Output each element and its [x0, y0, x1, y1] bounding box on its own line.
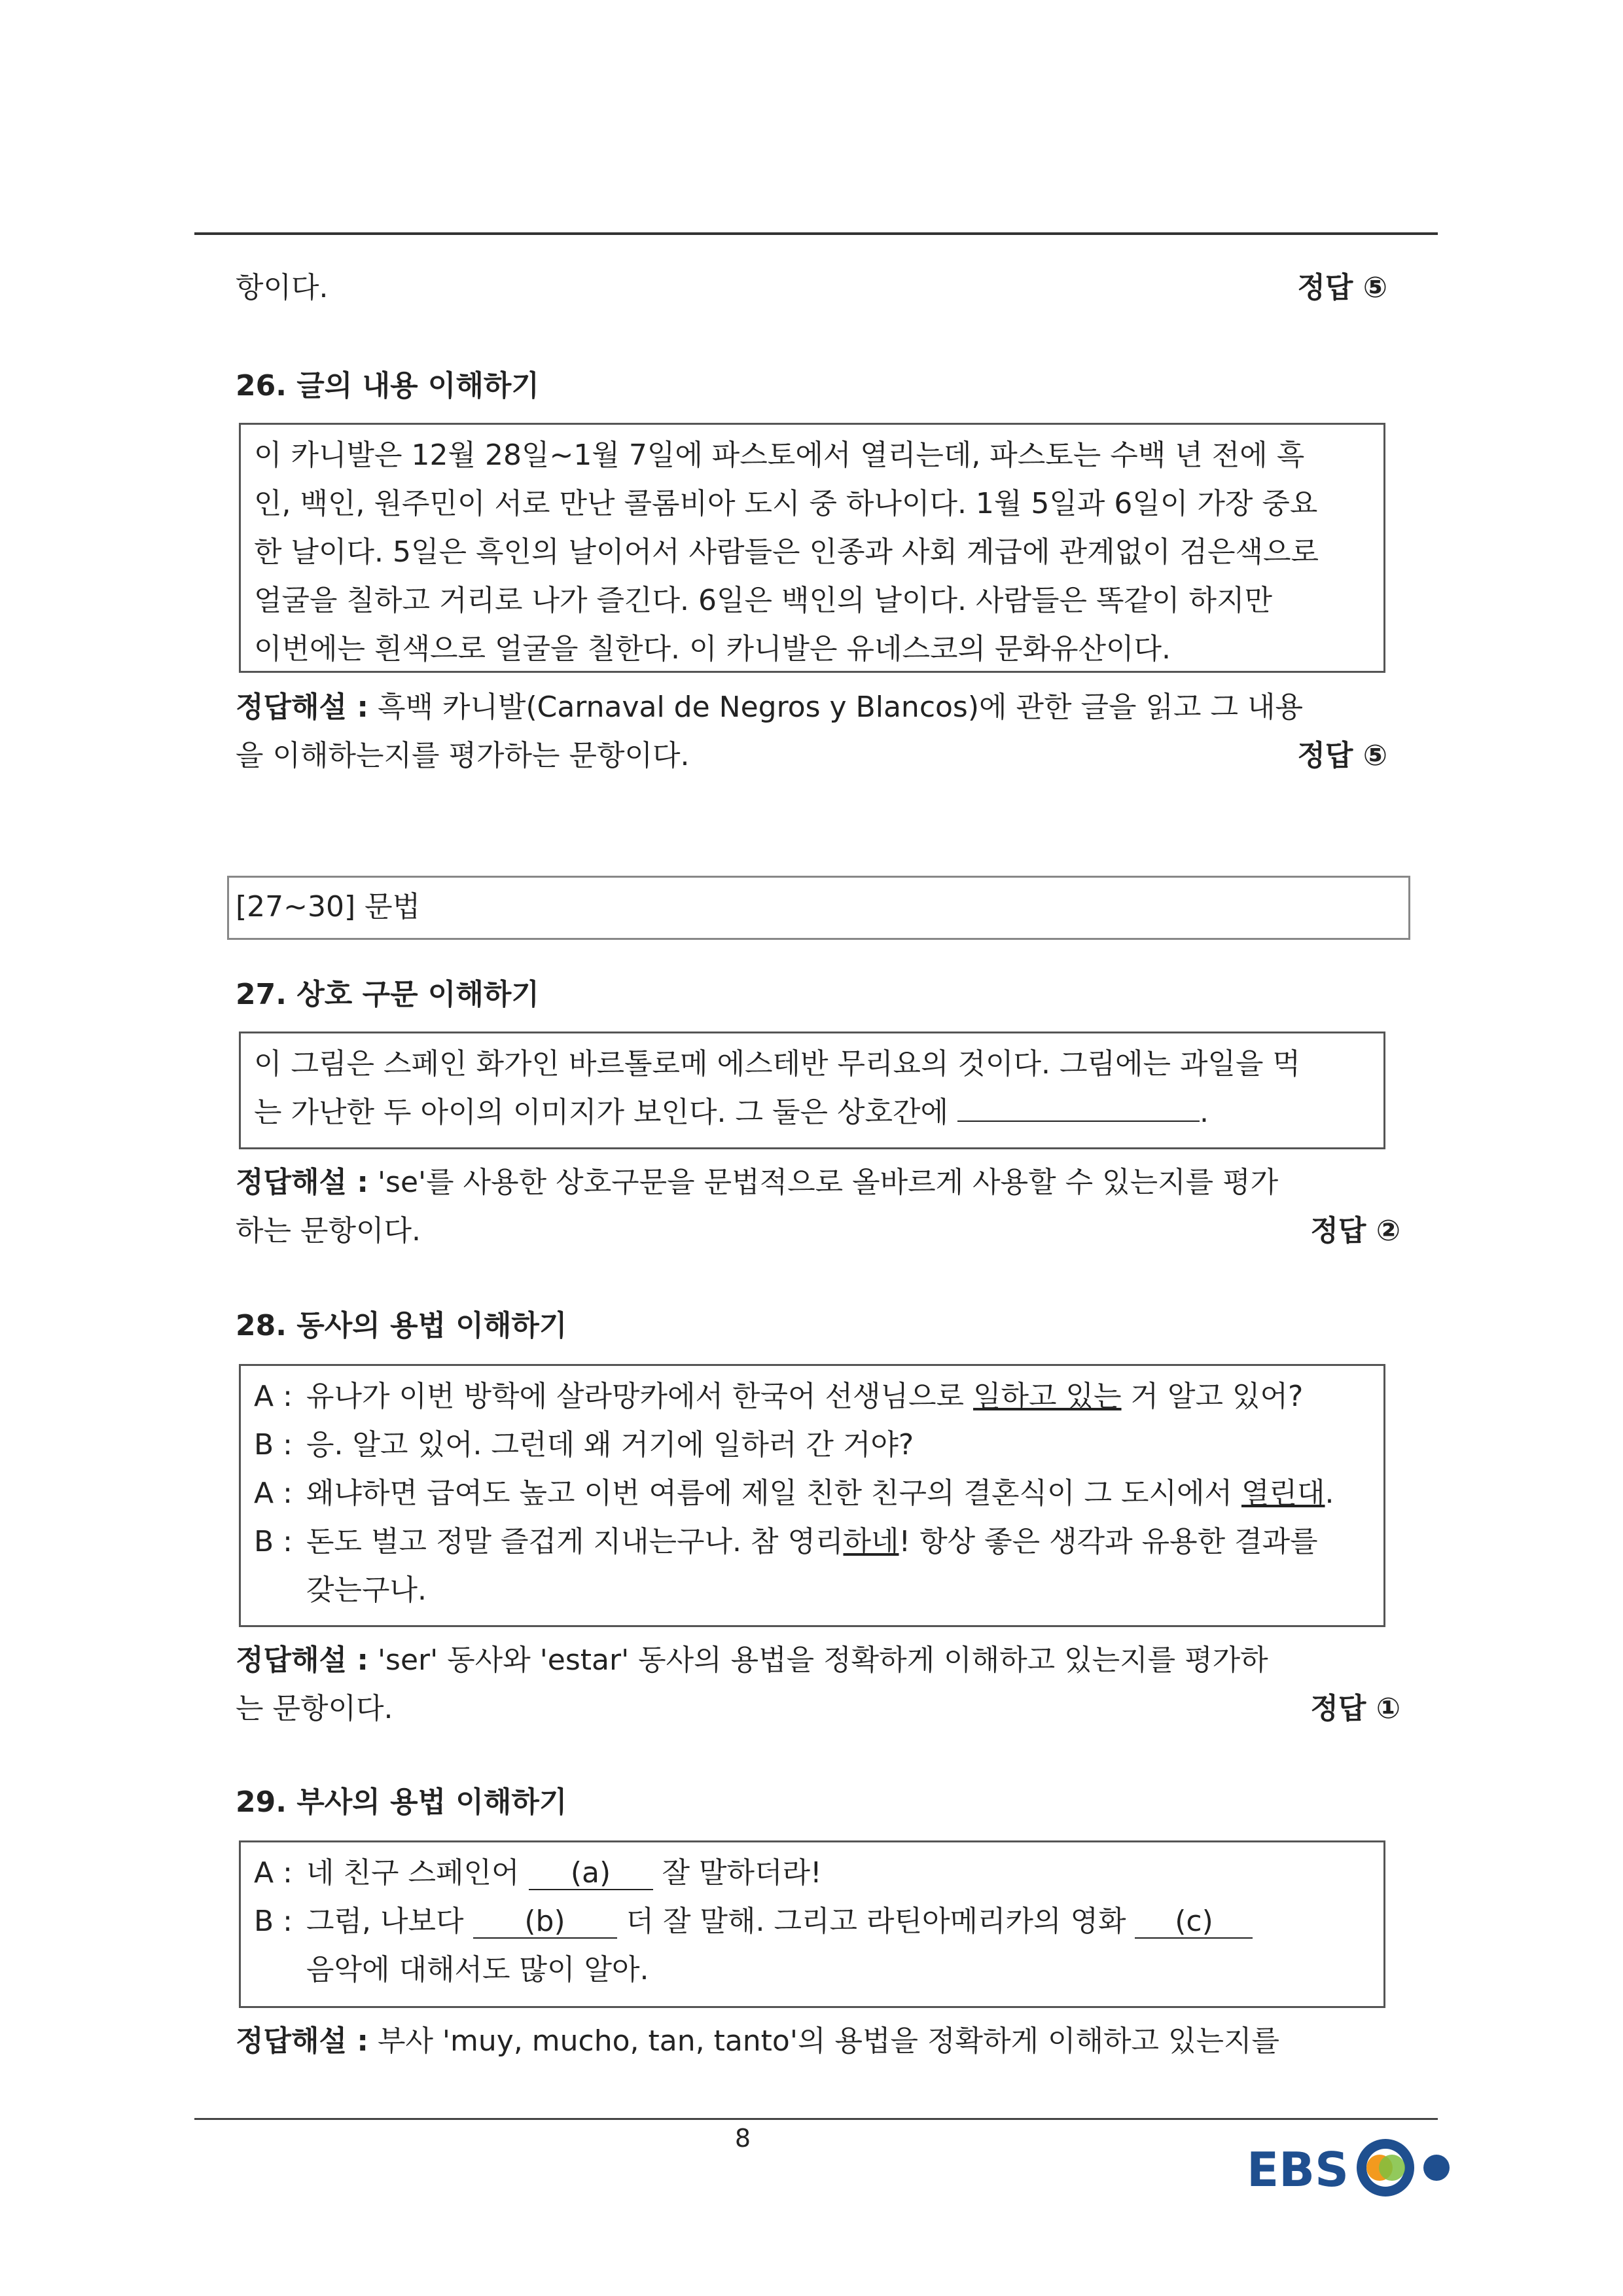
passage-box-26	[239, 423, 1385, 673]
dialogue-text: 네 친구 스페인어	[306, 1856, 520, 1890]
section-label: [27~30] 문법	[236, 890, 421, 924]
dialogue-text: 응. 알고 있어. 그런데 왜 거기에 일하러 간 거야?	[306, 1428, 914, 1462]
dialogue-line	[254, 1849, 1370, 1897]
ebs-logo-text: EBS	[1247, 2142, 1349, 2197]
continuation-line	[236, 268, 1400, 308]
underlined-text: 하네	[843, 1525, 899, 1558]
dialogue-line: 갖는구나.	[306, 1573, 427, 1607]
passage-line: 한 날이다. 5일은 흑인의 날이어서 사람들은 인종과 사회 계급에 관계없이 검은색으로	[254, 535, 1319, 569]
underlined-text: 열린대	[1241, 1477, 1325, 1510]
explanation-label: 정답해설 :	[236, 1643, 368, 1677]
passage-text: 는 가난한 두 아이의 이미지가 보인다. 그 둘은 상호간에	[254, 1096, 948, 1129]
question-heading-28: 28. 동사의 용법 이해하기	[236, 1309, 567, 1342]
answer-blank-a: (a)	[529, 1857, 653, 1890]
speaker-label: A :	[254, 1380, 293, 1413]
dialogue-text: 돈도 벌고 정말 즐겁게 지내는구나. 참 영리	[306, 1525, 844, 1558]
header-rule	[194, 232, 1438, 235]
answer-label: 정답 ⑤	[1297, 739, 1387, 772]
explanation-text: 부사 'muy, mucho, tan, tanto'의 용법을 정확하게 이해하고 있는지를	[377, 2024, 1279, 2058]
passage-box-27	[239, 1031, 1385, 1149]
explanation-text: 흑백 카니발(Carnaval de Negros y Blancos)에 관한 글을 읽고 그 내용	[377, 691, 1303, 724]
explanation-28	[236, 1636, 1400, 1733]
passage-text: .	[1199, 1096, 1209, 1129]
explanation-text: 'ser' 동사와 'estar' 동사의 용법을 정확하게 이해하고 있는지를 평가하	[377, 1643, 1268, 1677]
dialogue-line	[254, 1897, 1370, 1946]
answer-label: 정답 ⑤	[1297, 271, 1387, 304]
answer-blank-c: (c)	[1135, 1906, 1253, 1939]
section-box	[227, 876, 1410, 940]
question-heading-26: 26. 글의 내용 이해하기	[236, 369, 539, 403]
speaker-label: A :	[254, 1477, 293, 1510]
dialogue-line	[254, 1469, 1370, 1518]
dialogue-box-29	[239, 1840, 1385, 2008]
footer-rule	[194, 2118, 1438, 2120]
dialogue-text: .	[1325, 1477, 1334, 1510]
explanation-text: 을 이해하는지를 평가하는 문항이다.	[236, 739, 690, 772]
answer-label: 정답 ①	[1310, 1692, 1400, 1725]
explanation-text: 는 문항이다.	[236, 1692, 393, 1725]
passage-line: 얼굴을 칠하고 거리로 나가 즐긴다. 6일은 백인의 날이다. 사람들은 똑같이 하지만	[254, 584, 1272, 617]
dialogue-text: 잘 말하더라!	[662, 1856, 822, 1890]
answer-blank	[957, 1121, 1200, 1122]
explanation-label: 정답해설 :	[236, 691, 368, 724]
explanation-label: 정답해설 :	[236, 1166, 368, 1199]
dialogue-line	[254, 1518, 1370, 1566]
explanation-27	[236, 1158, 1400, 1255]
logo-green-dot	[1379, 2155, 1405, 2181]
passage-line: 인, 백인, 원주민이 서로 만난 콜롬비아 도시 중 하나이다. 1월 5일과 6일이 가장 중요	[254, 487, 1318, 520]
logo-blue-dot	[1423, 2155, 1450, 2181]
answer-label: 정답 ②	[1310, 1214, 1400, 1247]
speaker-label: A :	[254, 1856, 293, 1890]
question-heading-27: 27. 상호 구문 이해하기	[236, 978, 539, 1011]
dialogue-box-28	[239, 1364, 1385, 1627]
dialogue-text: 거 알고 있어?	[1130, 1380, 1304, 1413]
dialogue-line: 음악에 대해서도 많이 알아.	[306, 1953, 649, 1986]
dialogue-text: 그럼, 나보다	[306, 1905, 464, 1938]
question-heading-29: 29. 부사의 용법 이해하기	[236, 1785, 567, 1819]
dialogue-line	[254, 1372, 1370, 1421]
passage-line: 이번에는 흰색으로 얼굴을 칠한다. 이 카니발은 유네스코의 문화유산이다.	[254, 632, 1171, 666]
explanation-text: 하는 문항이다.	[236, 1214, 421, 1247]
dialogue-text: 더 잘 말해. 그리고 라틴아메리카의 영화	[626, 1905, 1126, 1938]
dialogue-text: ! 항상 좋은 생각과 유용한 결과를	[899, 1525, 1318, 1558]
page-number: 8	[734, 2124, 751, 2153]
dialogue-line	[254, 1421, 1370, 1469]
speaker-label: B :	[254, 1428, 293, 1462]
explanation-29	[236, 2017, 1400, 2066]
speaker-label: B :	[254, 1525, 293, 1558]
dialogue-text: 왜냐하면 급여도 높고 이번 여름에 제일 친한 친구의 결혼식이 그 도시에서	[306, 1477, 1232, 1510]
answer-blank-b: (b)	[473, 1906, 617, 1939]
explanation-text: 'se'를 사용한 상호구문을 문법적으로 올바르게 사용할 수 있는지를 평가	[377, 1166, 1279, 1199]
underlined-text: 일하고 있는	[973, 1380, 1122, 1413]
passage-line: 이 그림은 스페인 화가인 바르톨로메 에스테반 무리요의 것이다. 그림에는 과일을 먹	[254, 1047, 1300, 1081]
speaker-label: B :	[254, 1905, 293, 1938]
ebs-logo	[1247, 2135, 1456, 2200]
explanation-label: 정답해설 :	[236, 2024, 368, 2058]
dialogue-text: 유나가 이번 방학에 살라망카에서 한국어 선생님으로	[306, 1380, 965, 1413]
explanation-26	[236, 683, 1400, 780]
continuation-text: 항이다.	[236, 271, 329, 304]
passage-line: 이 카니발은 12월 28일~1월 7일에 파스토에서 열리는데, 파스토는 수백 년 전에 흑	[254, 439, 1305, 472]
passage-line	[254, 1088, 1370, 1137]
